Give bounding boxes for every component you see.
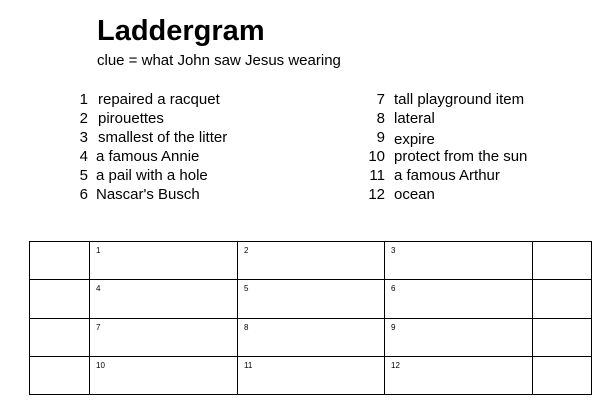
grid-cell[interactable] [385,280,533,318]
clue-text: repaired a racquet [98,91,220,108]
cell-number: 12 [391,360,400,370]
clue-text: smallest of the litter [98,129,228,146]
cell-number: 3 [391,246,396,255]
grid-cell[interactable] [238,356,385,394]
grid-row [30,242,592,280]
clue-text: protect from the sun [394,148,528,165]
cell-number: 2 [244,246,249,255]
grid-cell-right[interactable] [533,356,592,394]
cell-number: 9 [391,322,396,332]
clue-text: tall playground item [394,91,525,108]
grid-cell-left[interactable] [30,242,90,280]
clue-text: pirouettes [98,110,164,127]
clue-number: 3 [79,129,88,146]
grid-cell[interactable] [238,318,385,356]
clue-number: 6 [79,186,88,203]
clue-number: 10 [368,148,385,165]
cell-number: 7 [96,322,101,332]
grid-row [30,280,592,318]
puzzle-clue: clue = what John saw Jesus wearing [97,52,341,69]
grid-cell[interactable] [385,242,533,280]
cell-number: 4 [96,284,101,294]
clue-number: 12 [368,186,385,203]
grid-cell[interactable] [238,242,385,280]
grid-cell[interactable] [90,356,238,394]
clue-text: ocean [394,186,435,203]
grid-cell-right[interactable] [533,280,592,318]
grid-cell-left[interactable] [30,318,90,356]
clue-number: 11 [369,167,385,184]
grid-cell[interactable] [385,318,533,356]
cell-number: 6 [391,284,396,294]
answer-grid [29,241,592,395]
grid-cell[interactable] [90,242,238,280]
clue-number: 7 [376,91,385,108]
clue-text: a famous Arthur [394,167,500,184]
grid-cell-right[interactable] [533,242,592,280]
grid-cell[interactable] [90,280,238,318]
grid-cell-right[interactable] [533,318,592,356]
cell-number: 10 [96,360,105,370]
clue-text: expire [394,131,435,148]
clue-text: a famous Annie [96,148,200,165]
clue-text: a pail with a hole [96,167,208,184]
grid-cell[interactable] [90,318,238,356]
clue-text: lateral [394,110,435,127]
clue-number: 1 [79,91,88,108]
grid-cell[interactable] [238,280,385,318]
clue-number: 5 [79,167,88,184]
cell-number: 5 [244,284,249,294]
clue-number: 4 [79,148,88,165]
grid-cell[interactable] [385,356,533,394]
grid-cell-left[interactable] [30,280,90,318]
clue-number: 9 [376,129,385,146]
cell-number: 11 [244,360,253,370]
cell-number: 8 [244,322,249,332]
grid-cell-left[interactable] [30,356,90,394]
puzzle-title: Laddergram [97,15,265,47]
clue-number: 2 [79,110,88,127]
grid-row [30,356,592,394]
clue-text: Nascar's Busch [96,186,200,203]
grid-row [30,318,592,356]
cell-number: 1 [96,246,101,255]
clue-number: 8 [376,110,385,127]
